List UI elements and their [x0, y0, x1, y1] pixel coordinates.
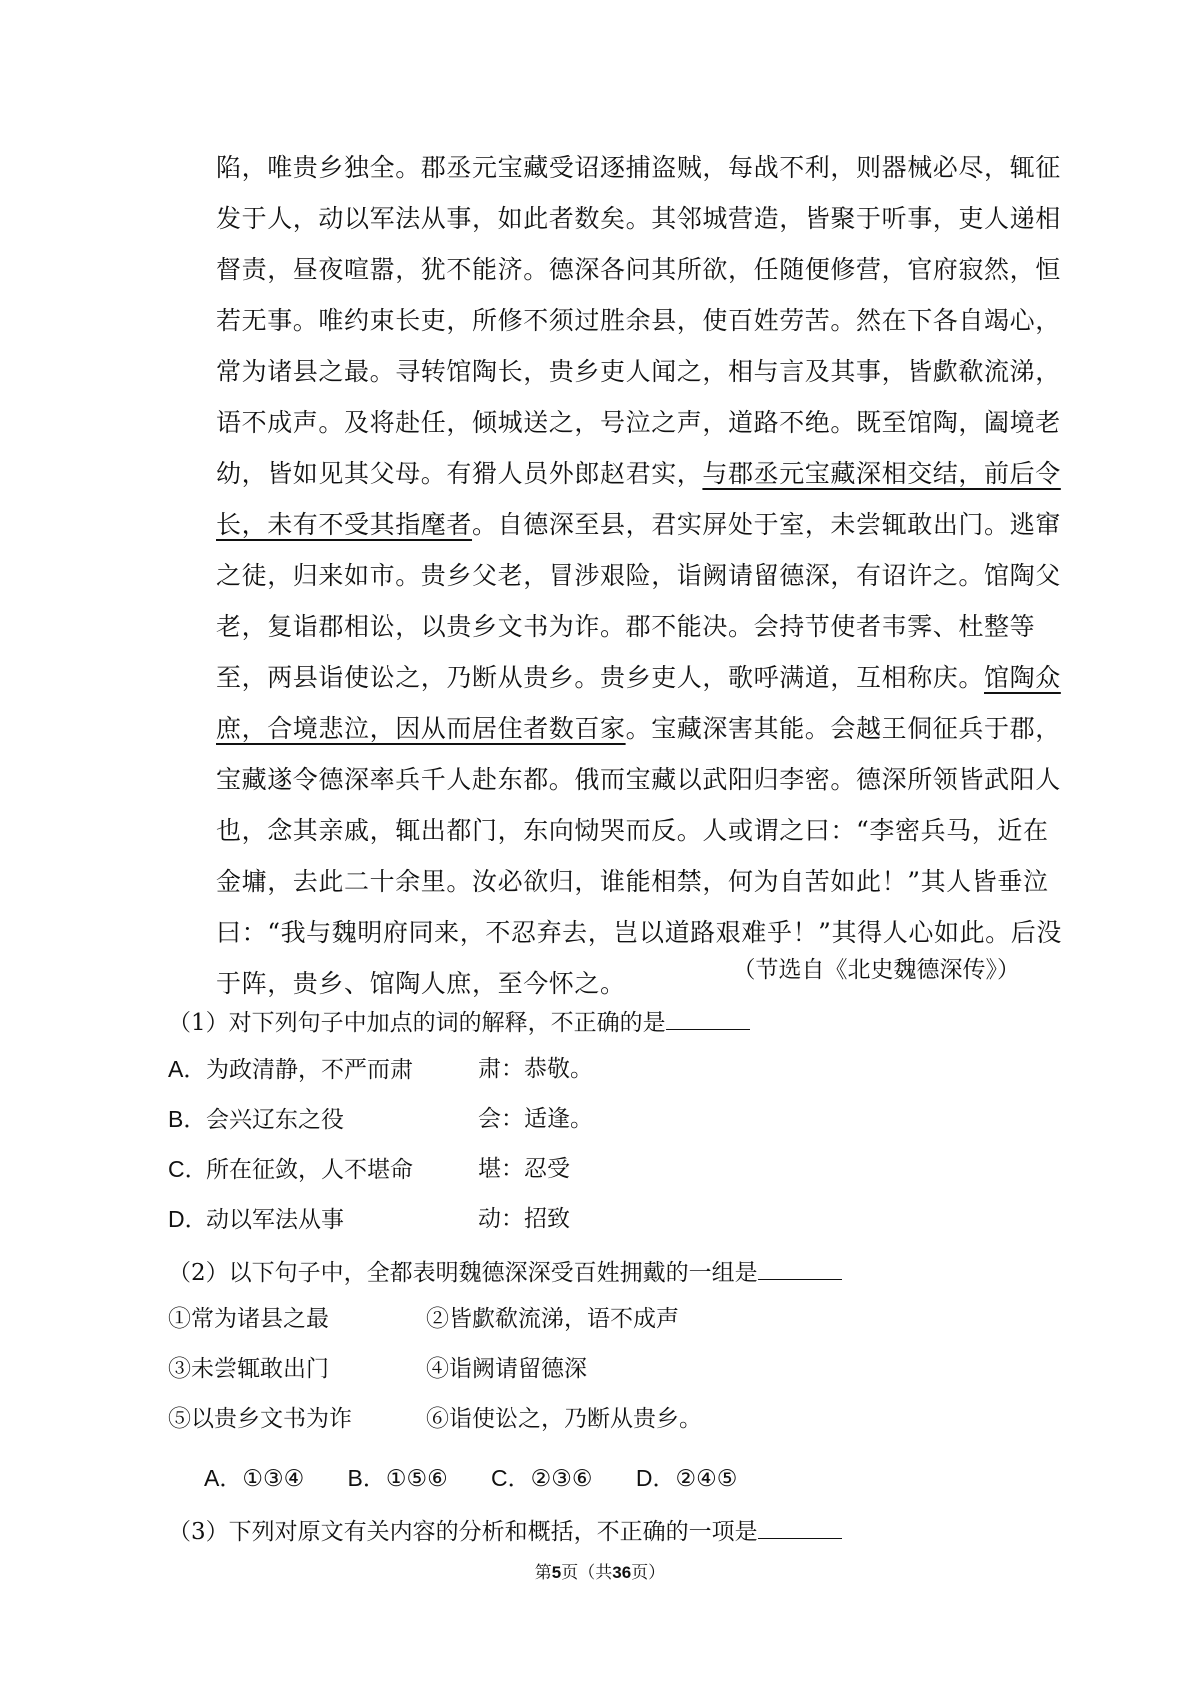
underlined-sentence: 与郡丞元宝藏深相交结，前后令 [702, 459, 1061, 488]
answer-options [204, 1462, 773, 1495]
answer-option-c [491, 1462, 592, 1495]
footer-prefix: 第 [534, 1563, 552, 1583]
statement-item: ③未尝辄敢出门 [168, 1356, 329, 1382]
option-letter: C． [168, 1156, 208, 1182]
option-explanation: 肃：恭敬。 [478, 1056, 593, 1082]
answer-blank [758, 1253, 842, 1280]
question-3-text: （3）下列对原文有关内容的分析和概括，不正确的一项是 [168, 1519, 758, 1545]
option-c [168, 1153, 570, 1186]
passage-line: 督责，昼夜喧嚣，犹不能济。德深各问其所欲，任随便修营，官府寂然，恒 [216, 255, 1061, 284]
question-2-stem [168, 1253, 842, 1289]
page-footer [0, 1561, 1200, 1585]
underlined-sentence: 长，未有不受其指麾者 [216, 510, 473, 539]
passage-line [216, 448, 1061, 499]
option-text: 动以军法从事 [206, 1207, 344, 1233]
passage-line: 之徒，归来如市。贵乡父老，冒涉艰险，诣阙请留德深，有诏许之。馆陶父 [216, 561, 1061, 590]
answer-letter: C． [491, 1465, 531, 1491]
answer-option-b [348, 1462, 448, 1495]
passage-line: 常为诸县之最。寻转馆陶长，贵乡吏人闻之，相与言及其事，皆歔欷流涕， [216, 357, 1061, 386]
option-explanation: 堪：忍受 [478, 1156, 570, 1182]
statement-item: ⑤以贵乡文书为诈 [168, 1406, 352, 1432]
answer-letter: A． [204, 1465, 243, 1491]
passage-line: 金墉，去此二十余里。汝必欲归，谁能相禁，何为自苦如此！”其人皆垂泣 [216, 867, 1049, 896]
answer-option-a [204, 1462, 304, 1495]
option-d [168, 1203, 570, 1236]
question-1-text: （1）对下列句子中加点的词的解释，不正确的是 [168, 1010, 666, 1036]
passage-fragment: 幼，皆如见其父母。有猾人员外郎赵君实， [216, 459, 703, 488]
passage-line: 陷，唯贵乡独全。郡丞元宝藏受诏逐捕盗贼，每战不利，则器械必尽，辄征 [216, 153, 1061, 182]
answer-letter: B． [347, 1465, 386, 1491]
passage-line: 发于人，动以军法从事，如此者数矣。其邻城营造，皆聚于听事，吏人递相 [216, 204, 1061, 233]
passage-fragment: 。宝藏深害其能。会越王侗征兵于郡， [625, 714, 1061, 743]
answer-letter: D． [635, 1465, 676, 1491]
option-text: 为政清静，不严而肃 [206, 1057, 413, 1083]
answer-text: ②③⑥ [530, 1466, 593, 1492]
option-text: 会兴辽东之役 [206, 1107, 344, 1133]
passage-line: 语不成声。及将赴任，倾城送之，号泣之声，道路不绝。既至馆陶，阖境老 [216, 408, 1061, 437]
passage-line: 于阵，贵乡、馆陶人庶，至今怀之。 [216, 969, 626, 998]
statement-item: ⑥诣使讼之，乃断从贵乡。 [426, 1406, 702, 1432]
passage-fragment: 。自德深至县，君实屏处于室，未尝辄敢出门。逃窜 [472, 510, 1061, 539]
passage-line: 曰：“我与魏明府同来，不忍弃去，岂以道路艰难乎！”其得人心如此。后没 [216, 918, 1062, 947]
statement-item: ④诣阙请留德深 [426, 1356, 587, 1382]
answer-blank [666, 1003, 750, 1030]
answer-option-d [636, 1462, 737, 1495]
question-3-stem [168, 1512, 842, 1548]
question-1-stem [168, 1003, 750, 1039]
underlined-sentence: 馆陶众 [984, 663, 1061, 692]
option-letter: A． [168, 1056, 207, 1082]
option-letter: D． [168, 1206, 208, 1232]
passage-line [216, 703, 1061, 754]
answer-text: ②④⑤ [675, 1466, 738, 1492]
answer-text: ①⑤⑥ [385, 1466, 448, 1492]
option-text: 所在征敛，人不堪命 [206, 1157, 413, 1183]
footer-suffix: 页） [631, 1563, 666, 1583]
answer-blank [758, 1512, 842, 1539]
passage-line: 也，念其亲戚，辄出都门，东向恸哭而反。人或谓之曰：“李密兵马，近在 [216, 816, 1049, 845]
option-letter: B． [168, 1106, 207, 1132]
question-2-text: （2）以下句子中，全都表明魏德深深受百姓拥戴的一组是 [168, 1260, 758, 1286]
passage-source: （节选自《北史魏德深传》） [732, 957, 1020, 983]
footer-middle: 页（共 [561, 1563, 613, 1583]
answer-text: ①③④ [242, 1466, 305, 1492]
passage-line: 若无事。唯约束长吏，所修不须过胜余县，使百姓劳苦。然在下各自竭心， [216, 306, 1061, 335]
passage-fragment: 至，两县诣使讼之，乃断从贵乡。贵乡吏人，歌呼满道，互相称庆。 [216, 663, 985, 692]
option-explanation: 会：适逢。 [478, 1106, 593, 1132]
option-a [168, 1053, 593, 1086]
passage-line [216, 499, 1061, 550]
statement-item: ①常为诸县之最 [168, 1306, 329, 1332]
page-number: 5 [551, 1563, 562, 1582]
passage-line [216, 652, 1061, 703]
total-pages: 36 [612, 1563, 632, 1582]
option-explanation: 动：招致 [478, 1206, 570, 1232]
option-b [168, 1103, 593, 1136]
passage-line: 老，复诣郡相讼，以贵乡文书为诈。郡不能决。会持节使者韦霁、杜整等 [216, 612, 1036, 641]
statement-item: ②皆歔欷流涕，语不成声 [426, 1306, 679, 1332]
passage-line: 宝藏遂令德深率兵千人赴东都。俄而宝藏以武阳归李密。德深所领皆武阳人 [216, 765, 1061, 794]
underlined-sentence: 庶，合境悲泣，因从而居住者数百家 [216, 714, 626, 743]
passage-text [216, 142, 1062, 1009]
